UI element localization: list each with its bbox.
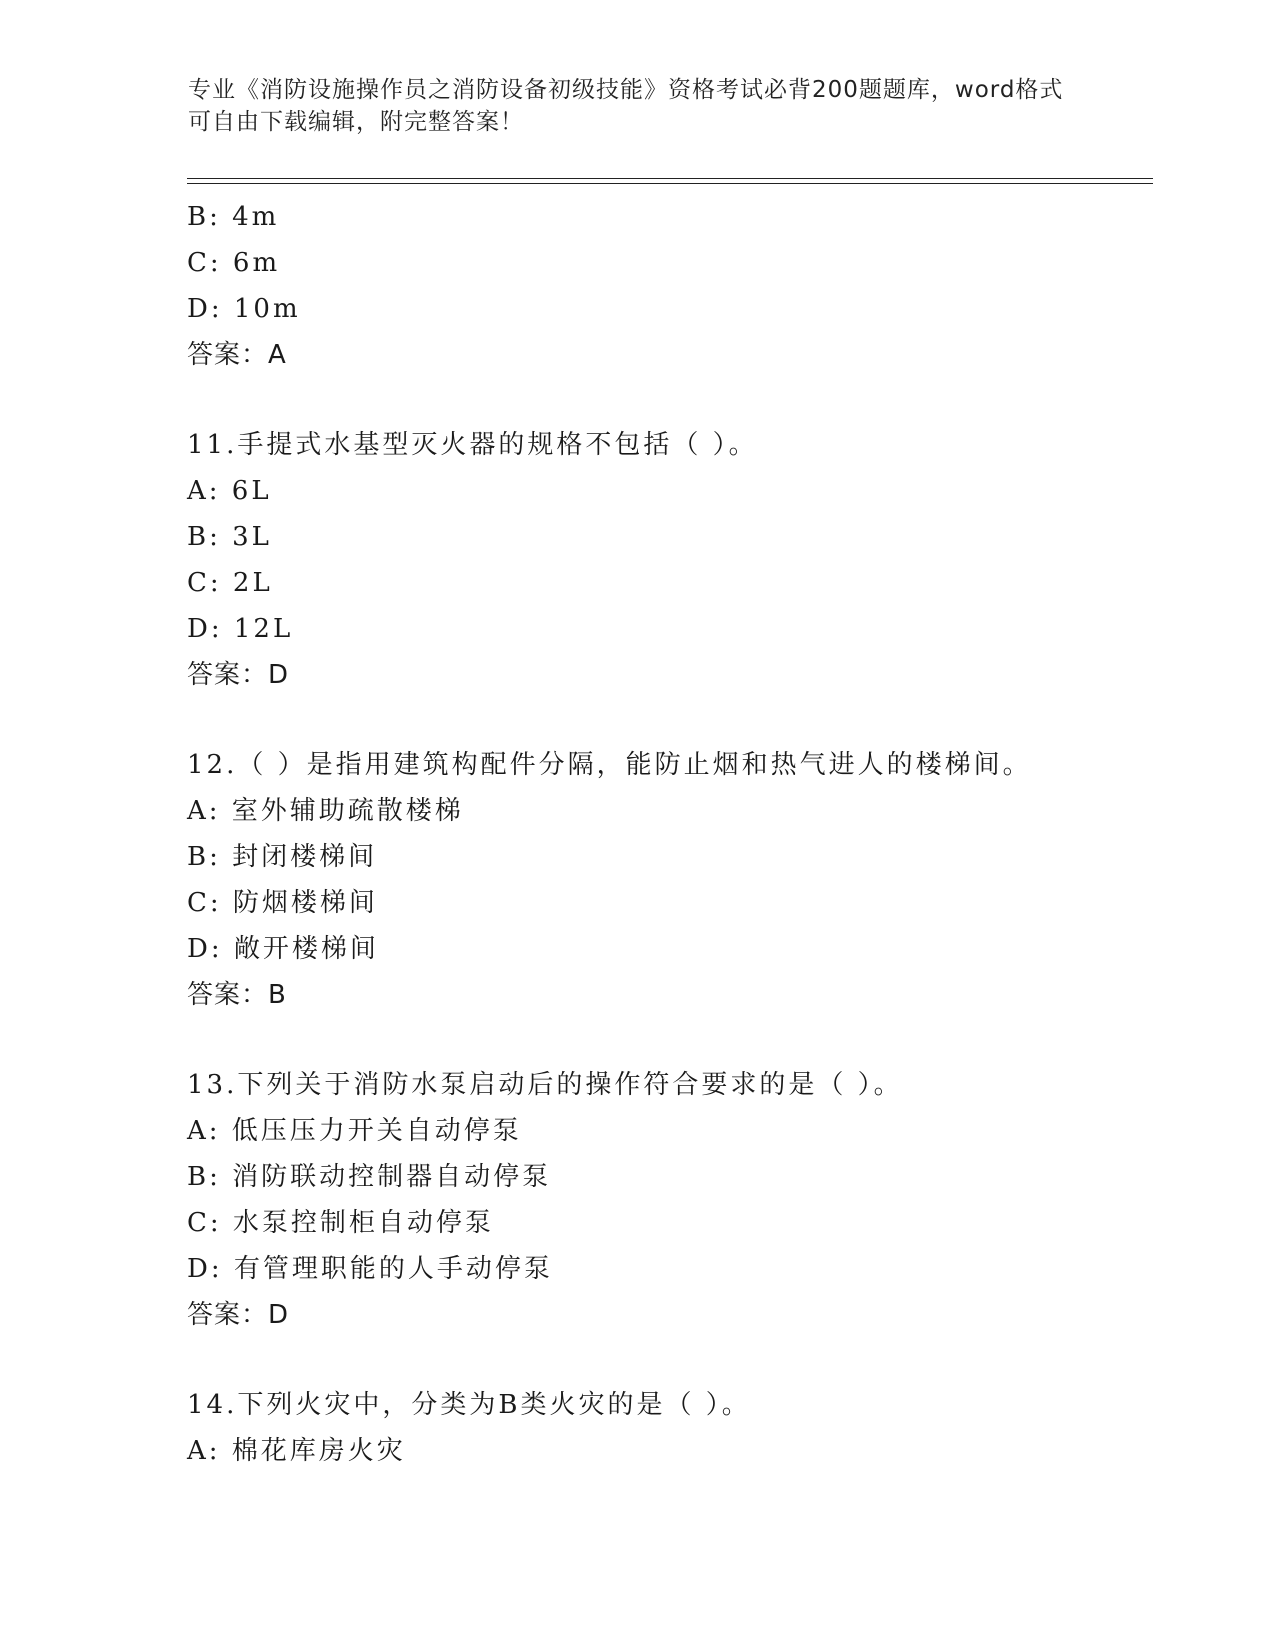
option-c: C: 防烟楼梯间 [187, 888, 378, 918]
header-divider-top [187, 178, 1153, 179]
option-d: D: 敞开楼梯间 [187, 934, 379, 964]
question-10-continued [187, 194, 1153, 378]
option-b: B: 4m [187, 202, 280, 232]
option-c: C: 2L [187, 568, 273, 598]
question-12 [187, 742, 1153, 1018]
answer-line: 答案：D [187, 1300, 290, 1330]
answer-line: 答案：B [187, 980, 287, 1010]
option-c: C: 水泵控制柜自动停泵 [187, 1208, 494, 1238]
option-a: A: 室外辅助疏散楼梯 [187, 796, 464, 826]
document-header: 专业《消防设施操作员之消防设备初级技能》资格考试必背200题题库，word格式可自由下载编辑，附完整答案！ [188, 77, 1064, 135]
header-divider-bottom [187, 183, 1153, 184]
option-b: B: 封闭楼梯间 [187, 842, 378, 872]
question-stem: 12.（ ）是指用建筑构配件分隔，能防止烟和热气进人的楼梯间。 [187, 750, 1032, 780]
question-stem: 11.手提式水基型灭火器的规格不包括（ ）。 [187, 430, 758, 460]
question-stem: 13.下列关于消防水泵启动后的操作符合要求的是（ ）。 [187, 1070, 903, 1100]
option-b: B: 3L [187, 522, 272, 552]
option-a: A: 6L [187, 476, 272, 506]
option-d: D: 12L [187, 614, 294, 644]
option-d: D: 10m [187, 294, 301, 324]
option-a: A: 低压压力开关自动停泵 [187, 1116, 522, 1146]
question-13 [187, 1062, 1153, 1338]
option-c: C: 6m [187, 248, 281, 278]
question-14 [187, 1382, 1153, 1474]
answer-line: 答案：D [187, 660, 290, 690]
answer-line: 答案：A [187, 340, 287, 370]
question-stem: 14.下列火灾中，分类为B类火灾的是（ ）。 [187, 1390, 751, 1420]
option-b: B: 消防联动控制器自动停泵 [187, 1162, 552, 1192]
question-list [187, 194, 1153, 1474]
option-a: A: 棉花库房火灾 [187, 1436, 406, 1466]
option-d: D: 有管理职能的人手动停泵 [187, 1254, 553, 1284]
question-11 [187, 422, 1153, 698]
